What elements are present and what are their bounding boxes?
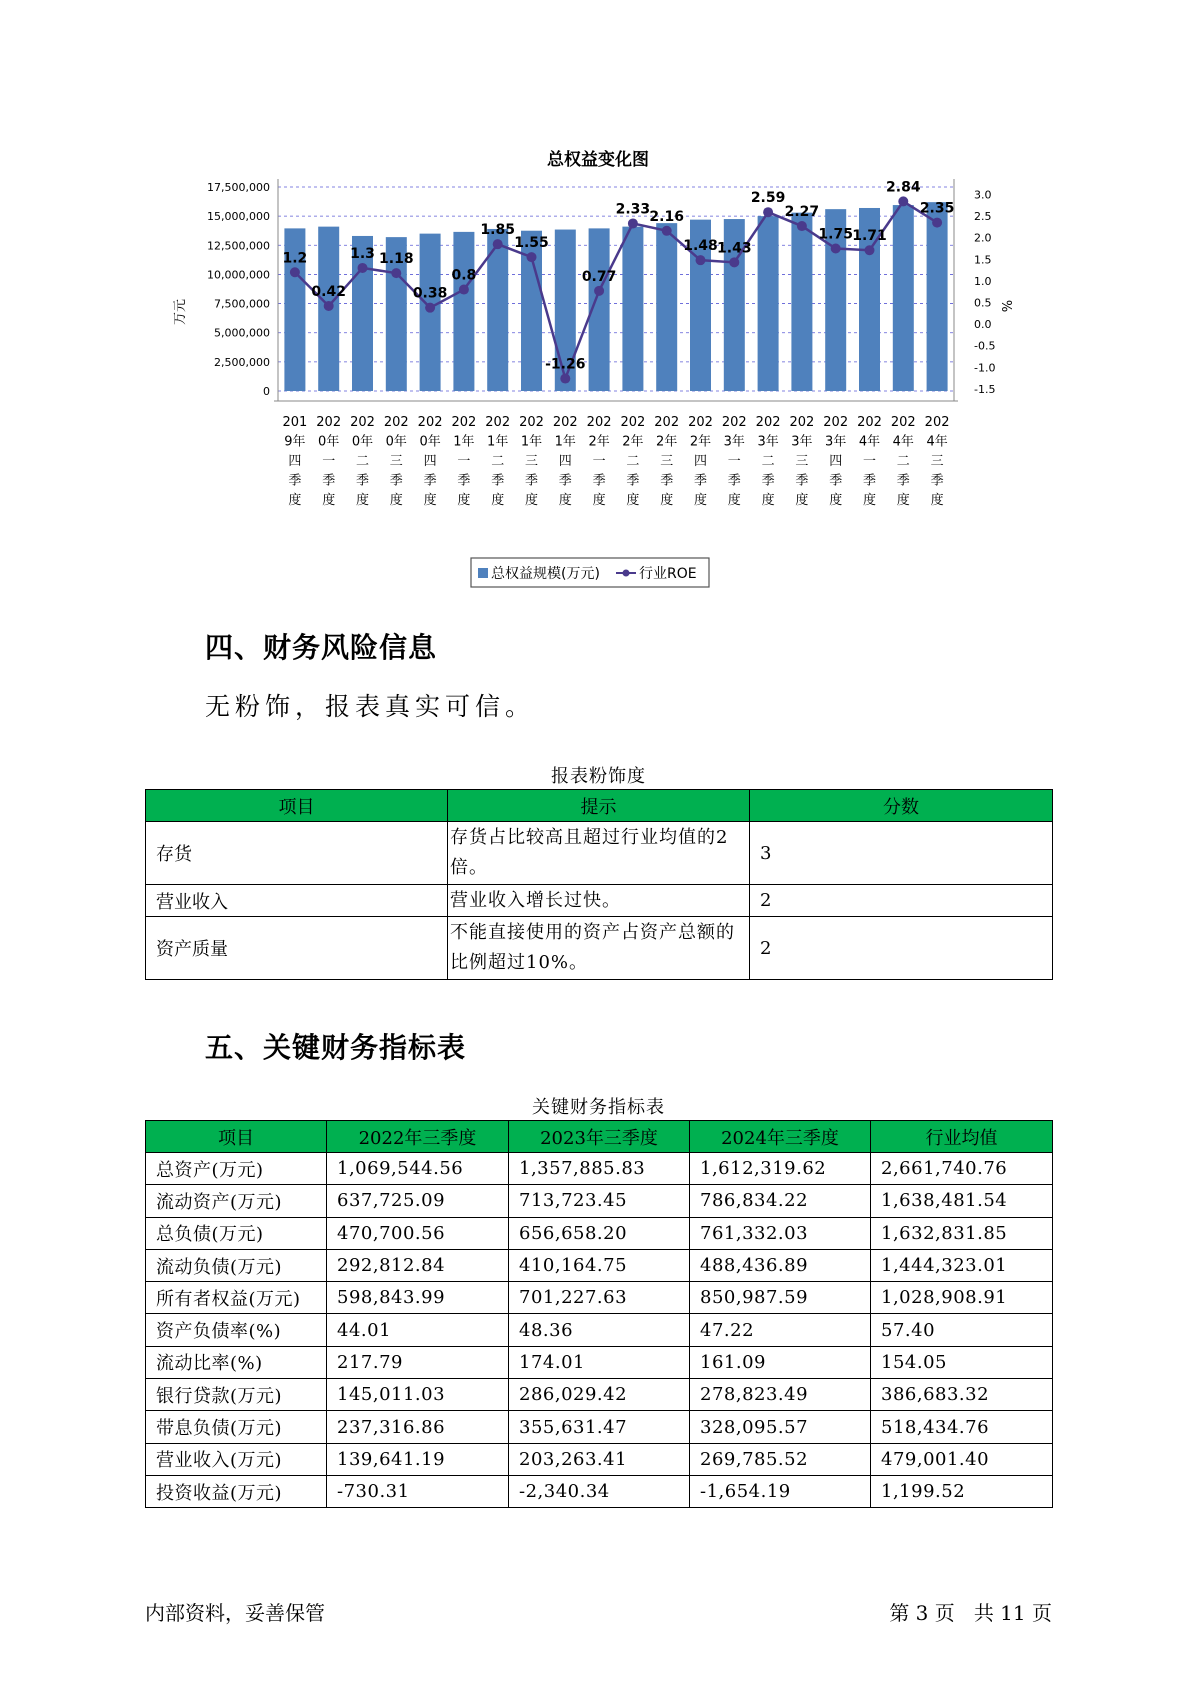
footer-page-number: 第 3 页 共 11 页 xyxy=(889,1601,1052,1625)
section-4-text: 无粉饰，报表真实可信。 xyxy=(205,692,536,721)
header-cell: 行业均值 xyxy=(871,1121,1053,1153)
roe-data-label: 1.43 xyxy=(717,240,752,257)
fin-table-caption: 关键财务指标表 xyxy=(532,1097,665,1118)
value-cell: 1,069,544.56 xyxy=(327,1153,509,1185)
roe-point xyxy=(831,244,841,254)
risk-table-header xyxy=(146,790,1053,822)
value-cell: 328,095.57 xyxy=(690,1411,871,1443)
roe-data-label: 1.85 xyxy=(480,222,515,239)
roe-point xyxy=(696,255,706,265)
value-cell: -2,340.34 xyxy=(509,1475,690,1507)
value-cell: 761,332.03 xyxy=(690,1217,871,1249)
value-cell: 1,199.52 xyxy=(871,1475,1053,1507)
item-cell: 流动资产(万元) xyxy=(146,1185,327,1217)
bar xyxy=(656,223,677,391)
item-cell: 带息负债(万元) xyxy=(146,1411,327,1443)
value-cell: 355,631.47 xyxy=(509,1411,690,1443)
y-tick-label: 7,500,000 xyxy=(214,297,270,311)
roe-line-series xyxy=(282,179,954,383)
header-cell: 分数 xyxy=(750,790,1053,822)
value-cell: 44.01 xyxy=(327,1314,509,1346)
value-cell: 174.01 xyxy=(509,1346,690,1378)
x-tick-label: 202 2年四季度 xyxy=(688,415,713,508)
table-row xyxy=(146,885,1053,917)
x-tick-label: 202 3年四季度 xyxy=(823,415,849,508)
table-row xyxy=(146,1475,1053,1507)
value-cell: 2,661,740.76 xyxy=(871,1153,1053,1185)
y2-tick-label: -0.5 xyxy=(974,339,996,353)
value-cell: 145,011.03 xyxy=(327,1379,509,1411)
x-tick-label: 202 3年二季度 xyxy=(755,415,781,508)
table-row xyxy=(146,1314,1053,1346)
value-cell: 786,834.22 xyxy=(690,1185,871,1217)
item-cell: 营业收入 xyxy=(146,885,448,917)
x-tick-label: 202 3年三季度 xyxy=(789,415,815,508)
tip-cell: 存货占比较高且超过行业均值的2倍。 xyxy=(448,822,750,885)
value-cell: 713,723.45 xyxy=(509,1185,690,1217)
roe-point xyxy=(797,221,807,231)
roe-data-label: 1.71 xyxy=(852,228,887,245)
bar xyxy=(622,227,643,391)
bar xyxy=(927,202,948,391)
roe-data-label: 2.84 xyxy=(886,179,921,196)
legend-bar-label: 总权益规模(万元) xyxy=(491,566,600,582)
y2-tick-label: 2.0 xyxy=(974,231,992,245)
roe-point xyxy=(628,218,638,228)
footer-confidential: 内部资料，妥善保管 xyxy=(145,1601,325,1625)
value-cell: 286,029.42 xyxy=(509,1379,690,1411)
roe-data-label: 2.27 xyxy=(784,204,820,221)
risk-table-caption: 报表粉饰度 xyxy=(551,766,646,787)
roe-point xyxy=(865,245,875,255)
value-cell: 203,263.41 xyxy=(509,1443,690,1475)
table-row xyxy=(146,1185,1053,1217)
value-cell: 470,700.56 xyxy=(327,1217,509,1249)
roe-data-label: 1.48 xyxy=(683,238,718,255)
value-cell: -1,654.19 xyxy=(690,1475,871,1507)
value-cell: 386,683.32 xyxy=(871,1379,1053,1411)
bar xyxy=(893,205,914,391)
value-cell: 217.79 xyxy=(327,1346,509,1378)
roe-point xyxy=(358,263,368,273)
y2-tick-label: 2.5 xyxy=(974,210,992,224)
header-cell: 项目 xyxy=(146,1121,327,1153)
value-cell: 850,987.59 xyxy=(690,1282,871,1314)
x-tick-label: 202 4年三季度 xyxy=(924,415,950,508)
value-cell: 48.36 xyxy=(509,1314,690,1346)
value-cell: 237,316.86 xyxy=(327,1411,509,1443)
item-cell: 银行贷款(万元) xyxy=(146,1379,327,1411)
value-cell: 479,001.40 xyxy=(871,1443,1053,1475)
y-tick-label: 2,500,000 xyxy=(214,355,270,369)
roe-point xyxy=(662,226,672,236)
legend-bar-swatch xyxy=(478,568,488,578)
x-tick-label: 202 4年一季度 xyxy=(857,415,882,508)
value-cell: 488,436.89 xyxy=(690,1249,871,1281)
table-row xyxy=(146,1411,1053,1443)
header-cell: 项目 xyxy=(146,790,448,822)
tip-cell: 不能直接使用的资产占资产总额的比例超过10%。 xyxy=(448,917,750,980)
table-row xyxy=(146,1282,1053,1314)
roe-point xyxy=(729,257,739,267)
roe-point xyxy=(425,303,435,313)
table-row xyxy=(146,1346,1053,1378)
x-tick-label: 202 1年四季度 xyxy=(552,415,578,508)
y2-tick-label: 3.0 xyxy=(974,188,992,202)
chart-legend xyxy=(471,558,709,587)
roe-point xyxy=(594,286,604,296)
value-cell: 518,434.76 xyxy=(871,1411,1053,1443)
header-cell: 2023年三季度 xyxy=(509,1121,690,1153)
value-cell: 47.22 xyxy=(690,1314,871,1346)
item-cell: 流动比率(%) xyxy=(146,1346,327,1378)
bar xyxy=(758,216,779,391)
x-tick-label: 202 4年二季度 xyxy=(890,415,916,508)
roe-point xyxy=(932,218,942,228)
table-row xyxy=(146,917,1053,980)
roe-data-label: 1.18 xyxy=(379,251,414,268)
roe-data-label: 0.8 xyxy=(451,267,477,284)
y2-tick-label: -1.5 xyxy=(974,382,996,396)
section-4-heading: 四、财务风险信息 xyxy=(205,631,438,664)
roe-data-label: 1.55 xyxy=(514,235,549,252)
value-cell: 1,028,908.91 xyxy=(871,1282,1053,1314)
x-tick-label: 202 2年三季度 xyxy=(654,415,680,508)
value-cell: 701,227.63 xyxy=(509,1282,690,1314)
score-cell: 3 xyxy=(750,822,1053,885)
y2-tick-label: -1.0 xyxy=(974,361,996,375)
y-tick-label: 15,000,000 xyxy=(207,210,270,224)
value-cell: 154.05 xyxy=(871,1346,1053,1378)
table-row xyxy=(146,1379,1053,1411)
value-cell: 1,444,323.01 xyxy=(871,1249,1053,1281)
x-tick-label: 202 2年二季度 xyxy=(620,415,646,508)
value-cell: 637,725.09 xyxy=(327,1185,509,1217)
roe-data-label: 0.42 xyxy=(311,283,346,300)
item-cell: 资产质量 xyxy=(146,917,448,980)
value-cell: 161.09 xyxy=(690,1346,871,1378)
chart-grid xyxy=(278,187,954,391)
key-financial-table xyxy=(145,1120,1053,1508)
y2-tick-label: 0.0 xyxy=(974,318,992,332)
item-cell: 总资产(万元) xyxy=(146,1153,327,1185)
table-row xyxy=(146,1217,1053,1249)
roe-data-label: 1.75 xyxy=(818,226,853,243)
roe-point xyxy=(763,207,773,217)
roe-data-label: 2.35 xyxy=(919,200,955,217)
roe-point xyxy=(290,267,300,277)
fin-table-header xyxy=(146,1121,1053,1153)
value-cell: 292,812.84 xyxy=(327,1249,509,1281)
y-tick-label: 12,500,000 xyxy=(207,239,270,253)
table-row xyxy=(146,1249,1053,1281)
legend-line-marker xyxy=(623,570,630,577)
y2-tick-label: 0.5 xyxy=(974,296,992,310)
score-cell: 2 xyxy=(750,885,1053,917)
value-cell: 1,357,885.83 xyxy=(509,1153,690,1185)
value-cell: 269,785.52 xyxy=(690,1443,871,1475)
y-axis-label: 万元 xyxy=(173,298,188,326)
value-cell: 1,638,481.54 xyxy=(871,1185,1053,1217)
value-cell: 1,612,319.62 xyxy=(690,1153,871,1185)
value-cell: -730.31 xyxy=(327,1475,509,1507)
header-cell: 提示 xyxy=(448,790,750,822)
x-tick-label: 202 0年一季度 xyxy=(316,415,342,508)
value-cell: 1,632,831.85 xyxy=(871,1217,1053,1249)
roe-point xyxy=(459,285,469,295)
roe-data-label: 1.3 xyxy=(350,245,375,262)
value-cell: 139,641.19 xyxy=(327,1443,509,1475)
table-row xyxy=(146,1153,1053,1185)
y2-axis-label: % xyxy=(998,299,1013,313)
bar xyxy=(791,213,812,391)
chart-title: 总权益变化图 xyxy=(547,150,649,170)
item-cell: 流动负债(万元) xyxy=(146,1249,327,1281)
risk-table xyxy=(145,789,1053,980)
roe-data-label: 2.16 xyxy=(649,208,684,225)
x-tick-label: 202 0年四季度 xyxy=(417,415,443,508)
roe-point xyxy=(391,268,401,278)
tip-cell: 营业收入增长过快。 xyxy=(448,885,750,917)
item-cell: 总负债(万元) xyxy=(146,1217,327,1249)
y2-tick-label: 1.5 xyxy=(974,253,992,267)
table-row xyxy=(146,822,1053,885)
bar xyxy=(451,232,477,391)
value-cell: 598,843.99 xyxy=(327,1282,509,1314)
x-tick-label: 202 1年三季度 xyxy=(519,415,544,508)
x-tick-label: 202 2年一季度 xyxy=(586,415,612,508)
roe-data-label: 0.38 xyxy=(412,285,448,302)
roe-point xyxy=(493,239,503,249)
roe-data-label: 1.2 xyxy=(282,250,308,267)
roe-data-label: 2.59 xyxy=(750,190,786,207)
roe-point xyxy=(560,374,570,384)
section-5-heading: 五、关键财务指标表 xyxy=(205,1031,467,1064)
x-tick-label: 202 3年一季度 xyxy=(721,415,747,508)
header-cell: 2022年三季度 xyxy=(327,1121,509,1153)
equity-change-chart xyxy=(160,140,1040,590)
roe-data-label: 0.77 xyxy=(581,268,617,285)
y-tick-label: 10,000,000 xyxy=(207,268,270,282)
legend-line-label: 行业ROE xyxy=(639,566,697,582)
item-cell: 资产负债率(%) xyxy=(146,1314,327,1346)
item-cell: 营业收入(万元) xyxy=(146,1443,327,1475)
fin-table-body xyxy=(146,1153,1053,1508)
header-cell: 2024年三季度 xyxy=(690,1121,871,1153)
x-tick-label: 202 0年三季度 xyxy=(383,415,409,508)
y-tick-label: 0 xyxy=(263,385,270,398)
y-tick-label: 17,500,000 xyxy=(207,181,270,194)
item-cell: 投资收益(万元) xyxy=(146,1475,327,1507)
roe-data-label: -1.26 xyxy=(545,356,586,373)
x-tick-label: 202 1年一季度 xyxy=(451,415,477,508)
x-tick-label: 202 1年二季度 xyxy=(485,415,511,508)
roe-point xyxy=(324,301,334,311)
roe-data-label: 2.33 xyxy=(615,201,651,218)
value-cell: 410,164.75 xyxy=(509,1249,690,1281)
x-tick-label: 201 9年四季度 xyxy=(282,415,308,508)
value-cell: 278,823.49 xyxy=(690,1379,871,1411)
item-cell: 存货 xyxy=(146,822,448,885)
y-tick-label: 5,000,000 xyxy=(214,326,270,340)
x-tick-label: 202 0年二季度 xyxy=(350,415,375,508)
value-cell: 656,658.20 xyxy=(509,1217,690,1249)
value-cell: 57.40 xyxy=(871,1314,1053,1346)
item-cell: 所有者权益(万元) xyxy=(146,1282,327,1314)
y2-tick-label: 1.0 xyxy=(974,274,992,288)
roe-point xyxy=(527,252,537,262)
table-row xyxy=(146,1443,1053,1475)
roe-point xyxy=(898,196,908,206)
score-cell: 2 xyxy=(750,917,1053,980)
